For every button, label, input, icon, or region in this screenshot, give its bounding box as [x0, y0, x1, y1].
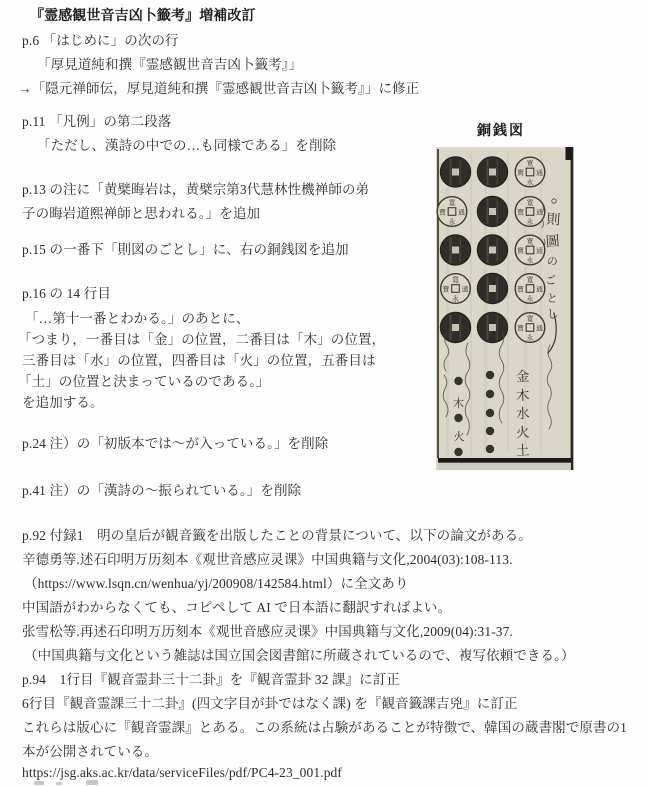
tally-dot	[486, 371, 494, 379]
coin-inscribed	[515, 313, 545, 343]
svg-text:通: 通	[461, 285, 469, 294]
text-line: p.94 1行目『観音霊卦三十二卦』を『観音霊卦 32 課』に訂正	[22, 672, 400, 687]
elements-layer	[516, 369, 531, 459]
svg-text:寛: 寛	[526, 237, 534, 246]
calligraphy-char: 則	[545, 212, 561, 229]
text-line: 子の晦岩道熙禅師と思われる。」を追加	[22, 206, 261, 221]
svg-text:永: 永	[526, 295, 534, 303]
coin-dark	[477, 235, 507, 265]
coin-dark	[440, 235, 470, 265]
calligraphy-char: の	[546, 255, 559, 269]
text-line: p.41 注）の「漢詩の～振られている。」を削除	[22, 483, 302, 498]
five-elements-char: 水	[515, 405, 530, 422]
text-line: 「…第十一番とわかる。」のあとに、	[25, 311, 250, 326]
print-bottom-bar	[438, 458, 571, 463]
five-elements-char: 木	[515, 387, 530, 404]
svg-text:寛: 寛	[526, 199, 534, 207]
citation-line: 辛德勇等.述石印明万历刻本《观世音感应灵课》中国典籍与文化,2004(03):108-113.	[22, 552, 513, 567]
text-line: p.11 「凡例」の第二段落	[22, 114, 172, 129]
five-elements-char: 金	[515, 368, 530, 385]
five-elements-char: 土	[515, 442, 530, 459]
doc-title-line: 『霊感観世音吉凶卜籤考』増補改訂	[30, 9, 256, 24]
svg-text:永: 永	[452, 295, 459, 303]
text-line: p.6 「はじめに」の次の行	[22, 33, 179, 48]
tally-dot	[454, 377, 462, 385]
coin-dark	[477, 312, 507, 342]
text-line: 「厚見道純和撰『霊感観世音吉凶卜籤考』」	[37, 57, 303, 72]
svg-text:通: 通	[536, 208, 543, 217]
svg-text:寶: 寶	[517, 246, 524, 255]
svg-text:永: 永	[526, 256, 534, 265]
svg-text:寶: 寶	[517, 168, 524, 177]
svg-text:永: 永	[526, 218, 534, 226]
text-line: →「隠元禅師伝，厚見道純和撰『霊感観世音吉凶卜籤考』」に修正	[18, 81, 420, 96]
svg-text:寶: 寶	[517, 324, 524, 333]
element-wood-char: 木	[453, 398, 464, 410]
tally-dot	[486, 427, 494, 435]
svg-text:寛: 寛	[448, 199, 456, 207]
coin-inscribed	[515, 235, 545, 265]
url-text-line[interactable]: （https://www.lsqn.cn/wenhua/yj/200908/142584.html）に全文あり	[24, 576, 409, 591]
print-left-border	[437, 149, 439, 458]
svg-text:通: 通	[458, 208, 465, 217]
svg-text:寶: 寶	[517, 285, 524, 294]
print-right-border	[571, 147, 574, 470]
coin-inscribed	[515, 157, 545, 187]
text-line: 6行目『観音霊課三十二卦』(四文字目が卦ではなく課) を『観音籤課吉兇』に訂正	[22, 696, 518, 711]
text-line: 「土」の位置と決まっているのである。」	[18, 374, 270, 389]
coins-layer	[437, 157, 545, 343]
text-line: p.92 付録1 明の皇后が観音籤を出版したことの背景について、以下の論文がある。	[22, 528, 532, 543]
text-line: p.24 注）の「初版本では～が入っている。」を削除	[22, 436, 329, 451]
svg-text:通: 通	[536, 285, 543, 294]
calligraphy-char: ご	[544, 274, 557, 288]
svg-text:永: 永	[448, 218, 456, 226]
svg-text:寛: 寛	[526, 159, 534, 168]
svg-text:寛: 寛	[526, 276, 534, 284]
text-line: （中国典籍与文化という雑誌は国立国会図書館に所蔵されているので、複写依頼できる。）	[24, 648, 575, 663]
tally-dot	[486, 445, 494, 453]
svg-text:通: 通	[536, 324, 543, 333]
text-line: 中国語がわからなくても、コピペして AI で日本語に翻訳すればよい。	[22, 600, 452, 615]
calligraphy-char: 圖	[545, 234, 561, 251]
coin-inscribed	[515, 197, 545, 227]
svg-text:通: 通	[536, 246, 543, 255]
calligraphy-char: と	[546, 292, 559, 306]
text-line: p.13 の注に「黄檗晦岩は，黄檗宗第3代慧林性機禅師の弟	[22, 182, 370, 197]
tally-dot	[486, 390, 494, 398]
coin-inscribed	[437, 197, 467, 227]
text-line: p.15 の一番下「則図のごとし」に、右の銅銭図を追加	[22, 242, 349, 257]
coin-dark	[477, 157, 507, 187]
svg-text:寶: 寶	[442, 285, 450, 294]
coin-inscribed	[515, 274, 545, 304]
svg-text:寶: 寶	[517, 208, 524, 217]
text-line: これらは版心に『観音霊課』とある。この系統は占験があることが特徴で、韓国の蔵書閣で原書の1	[22, 720, 627, 735]
text-line: 「つまり，一番目は「金」の位置，二番目は「木」の位置，	[18, 332, 386, 347]
tally-dot	[486, 409, 494, 417]
coin-dark	[477, 273, 507, 303]
citation-line: 张雪松等.再述石印明万历刻本《观世音感应灵课》中国典籍与文化,2009(04):31-37.	[22, 624, 513, 639]
tally-dot	[454, 414, 462, 422]
coin-dark	[440, 157, 470, 187]
text-line: 三番目は「水」の位置，四番目は「火」の位置，五番目は	[22, 353, 376, 368]
figure-caption: 銅銭図	[477, 124, 525, 139]
svg-text:寛: 寛	[526, 315, 534, 323]
text-line: p.16 の 14 行目	[22, 286, 111, 301]
coin-print	[436, 147, 574, 470]
print-corner-mark	[566, 147, 573, 160]
url-line[interactable]: https://jsg.aks.ac.kr/data/serviceFiles/pdf/PC4-23_001.pdf	[22, 765, 343, 780]
svg-text:通: 通	[536, 168, 543, 177]
svg-text:寶: 寶	[439, 208, 446, 217]
element-fire-char: 火	[453, 431, 465, 443]
coin-inscribed	[441, 274, 471, 304]
svg-text:寛: 寛	[452, 276, 459, 284]
five-elements-char: 火	[515, 424, 530, 441]
tally-dot	[454, 448, 462, 456]
text-line: 本が公開されている。	[22, 744, 158, 759]
calligraphy-char: し	[546, 306, 560, 322]
coin-dark	[477, 196, 507, 226]
text-line: を追加する。	[22, 395, 104, 410]
svg-text:永: 永	[526, 334, 534, 342]
svg-text:永: 永	[526, 178, 534, 187]
text-line: 「ただし、漢詩の中での…も同様である」を削除	[37, 138, 337, 153]
